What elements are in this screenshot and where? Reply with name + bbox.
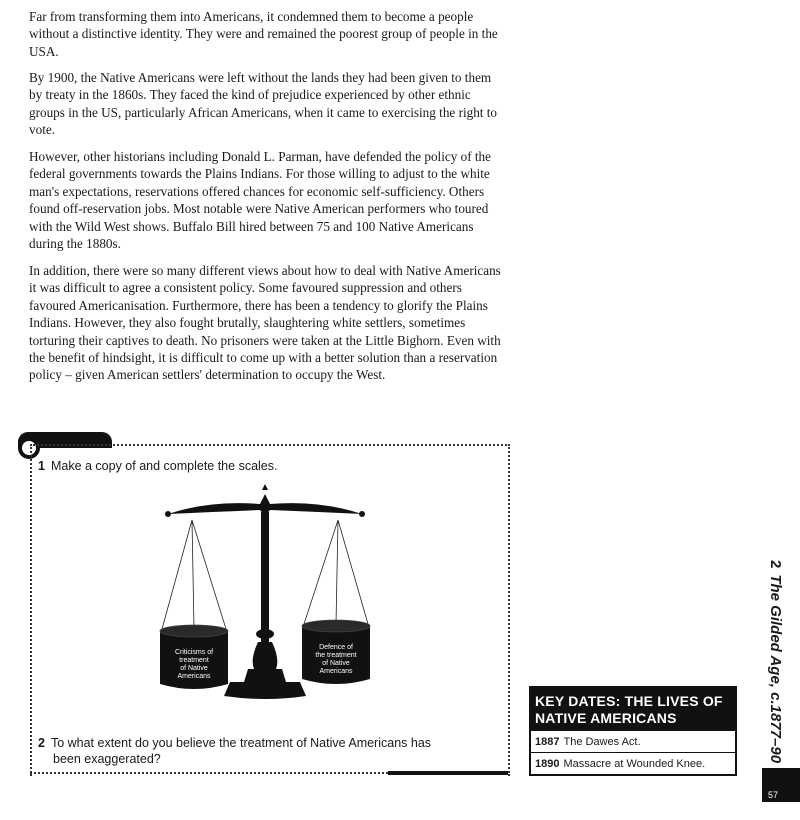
- paragraph-4: In addition, there were so many different views about how to deal with Native Americans it was difficult to agree a consistent policy. Some favoured suppression and others favoured Americanisation. Furthermore, there has been a tendency to glorify the Plains Indians. However, they also fought brutally, slaughtering white settlers, sometimes torturing their captives to death. No prisoners were taken at the Little Bighorn. Even with the benefit of hindsight, it is difficult to come up with a better solution than a reservation policy – given American settlers' determination to occupy the West.: [29, 263, 501, 383]
- question-2-text-line2: been exaggerated?: [53, 752, 161, 766]
- right-pan: [302, 620, 370, 684]
- right-pan-label-4: Americans: [319, 668, 353, 675]
- right-pan-label-3: of Native: [322, 660, 350, 667]
- key-dates-title-line1: KEY DATES: THE LIVES OF: [535, 693, 723, 709]
- left-pan: [160, 625, 228, 689]
- key-date-event: Massacre at Wounded Knee.: [563, 758, 706, 770]
- left-pan-label-4: Americans: [177, 673, 211, 680]
- question-2-text-line1: To what extent do you believe the treatment of Native Americans has: [50, 736, 432, 750]
- key-dates-box: [529, 686, 737, 776]
- key-dates-title-line2: NATIVE AMERICANS: [535, 710, 677, 726]
- paragraph-1: Far from transforming them into Americans, it condemned them to become a people without a distinctive identity. They were and remained the poorest group of people in the USA.: [29, 9, 498, 59]
- paragraph-3: However, other historians including Donald L. Parman, have defended the policy of the federal governments towards the Plains Indians. For those willing to adjust to the white man's expectations, reservations offered chances for economic self-sufficiency. Others found off-reservation jobs. Most notable were Native American performers who toured with the Wild West shows. Buffalo Bill hired between 75 and 100 Native Americans during the 1880s.: [29, 149, 491, 252]
- chapter-number: 2: [767, 560, 784, 569]
- left-pan-label-1: Criticisms of: [174, 649, 214, 656]
- key-dates-title: [531, 688, 735, 731]
- question-1-text: Make a copy of and complete the scales.: [50, 459, 278, 473]
- right-pan-label-1: Defence of: [319, 644, 353, 651]
- scales-of-justice-icon: [150, 484, 390, 720]
- paragraph-2: By 1900, the Native Americans were left without the lands they had been given to them by treaty in the 1860s. They faced the kind of prejudice experienced by other ethnic groups in the US, particularly African Americans, when it came to exercising the right to vote.: [29, 70, 498, 138]
- left-pan-label-2: treatment: [179, 657, 209, 664]
- key-date-year: 1890: [535, 758, 560, 770]
- question-2: [38, 735, 431, 767]
- key-date-event: The Dawes Act.: [563, 736, 641, 748]
- question-1-number: 1: [38, 459, 45, 473]
- chapter-title: The Gilded Age, c.1877–90: [767, 574, 784, 764]
- key-date-row: [531, 731, 735, 753]
- key-date-year: 1887: [535, 736, 560, 748]
- left-pan-label-3: of Native: [180, 665, 208, 672]
- key-date-row: [531, 753, 735, 774]
- right-pan-label-2: the treatment: [315, 652, 357, 659]
- activity-bottom-bar: [388, 771, 508, 775]
- question-1: [38, 458, 277, 474]
- question-2-number: 2: [38, 736, 45, 750]
- page-number: 57: [768, 790, 779, 800]
